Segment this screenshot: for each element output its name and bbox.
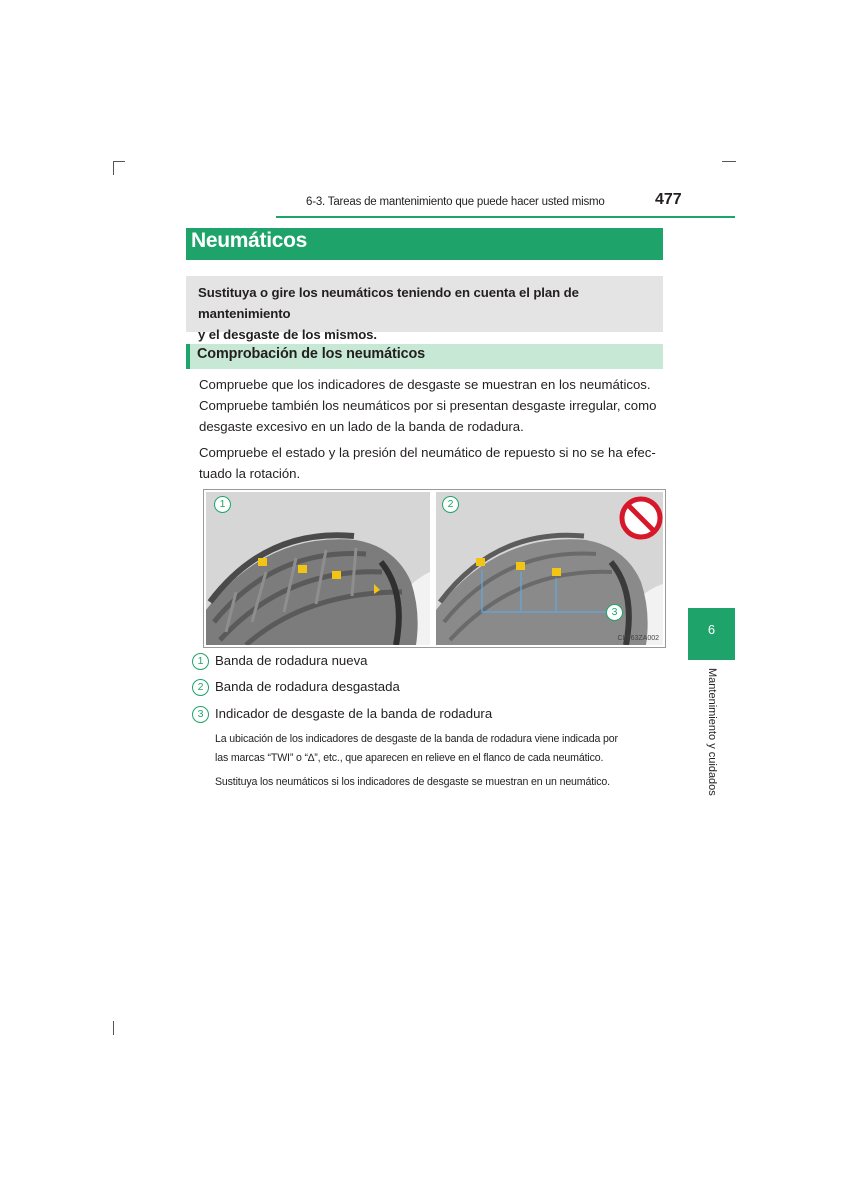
tire-wear-figure [203,489,666,648]
crop-mark-top-left-v [113,161,114,175]
note-1 [215,730,665,768]
paragraph-1-line-1: Compruebe que los indicadores de desgaste se muestran en los neumáticos. [199,377,651,392]
figure-callout-1: 1 [214,496,231,513]
intro-line-1: Sustituya o gire los neumáticos teniendo en cuenta el plan de mantenimiento [198,285,579,321]
chapter-title: Mantenimiento y cuidados [706,668,718,796]
chapter-tab [688,608,735,660]
legend-text-2: Banda de rodadura desgastada [215,679,400,694]
legend-text-1: Banda de rodadura nueva [215,653,368,668]
note-2 [215,773,665,792]
paragraph-1-line-3: desgaste excesivo en un lado de la banda de rodadura. [199,419,524,434]
chapter-side-label [705,668,721,848]
subsection-title: Comprobación de los neumáticos [197,346,426,362]
legend-text-3: Indicador de desgaste de la banda de rodadura [215,706,493,721]
legend-number-1: 1 [192,653,209,670]
crop-mark-bottom-left-v [113,1021,114,1035]
intro-box [186,276,663,342]
paragraph-2-line-1: Compruebe el estado y la presión del neumático de repuesto si no se ha efec- [199,445,656,460]
crop-mark-top-left-h [113,161,125,162]
crop-mark-top-right-h [722,161,736,162]
header-rule [276,216,735,218]
note-1-line-1: La ubicación de los indicadores de desgaste de la banda de rodadura viene indicada por [215,733,618,745]
paragraph-1 [199,374,659,437]
chapter-number: 6 [707,622,716,637]
new-tread-panel [206,492,430,645]
note-1-line-2: las marcas “TWI” o “∆”, etc., que aparecen en relieve en el flanco de cada neumático. [215,752,604,764]
paragraph-2 [199,442,659,484]
legend-number-3: 3 [192,706,209,723]
paragraph-1-line-2: Compruebe también los neumáticos por si presentan desgaste irregular, como [199,398,657,413]
running-header-section: 6-3. Tareas de mantenimiento que puede hacer usted mismo [306,196,605,208]
legend-number-2: 2 [192,679,209,696]
paragraph-2-line-2: tuado la rotación. [199,466,301,481]
worn-tread-panel [436,492,663,645]
no-entry-icon [619,498,661,540]
page-title-bar [186,228,663,260]
subsection-heading-bar [186,344,663,369]
intro-line-2: y el desgaste de los mismos. [198,327,377,342]
figure-callout-2: 2 [442,496,459,513]
page-title: Neumáticos [191,229,308,252]
figure-code: CLY63ZA002 [617,635,659,642]
subsection-marker [186,344,190,369]
page-number: 477 [655,191,682,208]
note-2-line-1: Sustituya los neumáticos si los indicadores de desgaste se muestran en un neumático. [215,776,610,788]
figure-callout-3: 3 [606,604,623,621]
